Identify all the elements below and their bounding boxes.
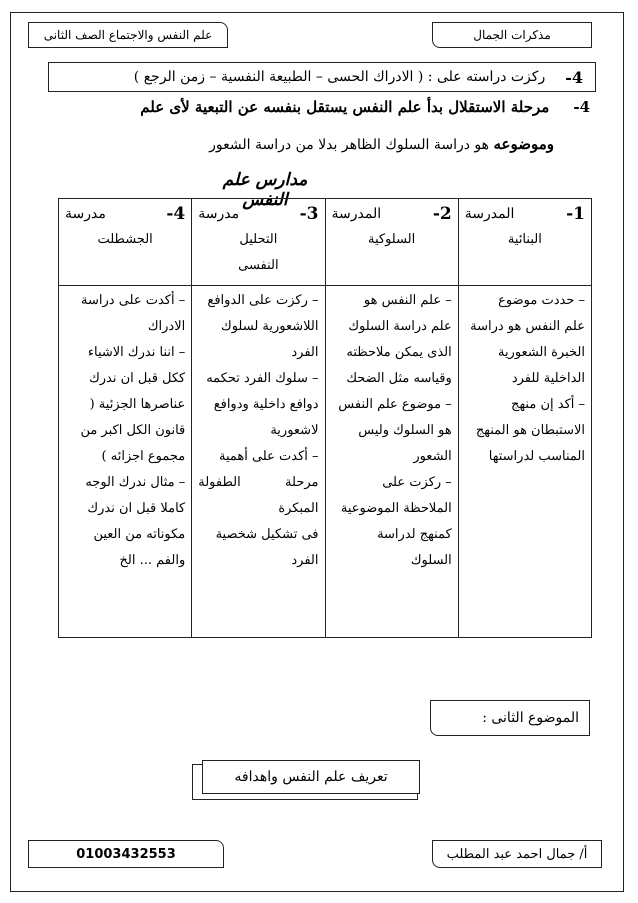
point-4-focus-box bbox=[48, 62, 596, 92]
school-name-line2: السلوكية bbox=[367, 232, 416, 247]
school-body-behavioral: – علم النفس هو علم دراسة السلوك الذى يمكن ملاحظته وقياسه مثل الضحك – موضوع علم النفس هو السلوك وليس الشعور – ركزت على الملاحظة الموضوعية كمنهج لدراسة السلوك bbox=[325, 286, 458, 638]
point-4-number: 4- bbox=[565, 67, 583, 87]
school-body-structural: – حددت موضوع علم النفس هو دراسة الخبرة الشعورية الداخلية للفرد – أكد إن منهج الاستبطان هو المنهج المناسب لدراستها bbox=[458, 286, 591, 638]
school-head-behavioral bbox=[325, 199, 458, 286]
school-number: 1- bbox=[566, 204, 585, 224]
independence-stage-line bbox=[60, 98, 590, 116]
header-subject-title: علم النفس والاجتماع الصف الثانى bbox=[28, 22, 228, 48]
school-body-psychoanalysis: – ركزت على الدوافع اللاشعورية لسلوك الفرد – سلوك الفرد تحكمه دوافع داخلية ودوافع لاشعورية – أكدت على أهمية مرحلة الطفولة المبكرة فى تشكيل شخصية الفرد bbox=[192, 286, 325, 638]
school-name-line1: مدرسة bbox=[65, 206, 106, 222]
schools-header-row bbox=[59, 199, 592, 286]
footer-author: أ/ جمال احمد عبد المطلب bbox=[432, 840, 602, 868]
school-name-line2: الجشطلت bbox=[97, 232, 153, 247]
school-head-psychoanalysis bbox=[192, 199, 325, 286]
school-name-line1: المدرسة bbox=[464, 206, 515, 222]
school-name-line2: البنائية bbox=[507, 232, 542, 247]
independence-text: مرحلة الاستقلال بدأ علم النفس يستقل بنفسه عن التبعية لأى علم bbox=[140, 98, 550, 116]
schools-body-row bbox=[59, 286, 592, 638]
subject-line bbox=[60, 135, 554, 153]
independence-number: 4- bbox=[573, 98, 590, 116]
header-series-title: مذكرات الجمال bbox=[432, 22, 592, 48]
school-name-line1: المدرسة bbox=[331, 206, 382, 222]
point-4-text: ركزت دراسته على : ( الادراك الحسى – الطبيعة النفسية – زمن الرجع ) bbox=[133, 69, 546, 85]
scroll-title: تعريف علم النفس واهدافه bbox=[202, 760, 420, 794]
section-title: مدارس علم النفس bbox=[222, 170, 308, 210]
school-name-line2: التحليل النفسى bbox=[238, 232, 279, 273]
school-head-structural bbox=[458, 199, 591, 286]
second-topic-label: الموضوع الثانى : bbox=[430, 700, 590, 736]
school-body-gestalt: – أكدت على دراسة الادراك – اننا ندرك الاشياء ككل قبل ان ندرك عناصرها الجزئية ( قانون الكل اكبر من مجموع اجزائه ) – مثال ندرك الوجه كاملا قبل ان ندرك مكوناته من العين والفم ... الخ bbox=[59, 286, 192, 638]
schools-table bbox=[58, 198, 592, 638]
school-name-line1: مدرسة bbox=[198, 206, 240, 222]
school-number: 3- bbox=[299, 204, 319, 224]
subject-lead: وموضوعه bbox=[493, 135, 554, 153]
school-number: 4- bbox=[166, 204, 186, 224]
school-number: 2- bbox=[432, 204, 452, 224]
subject-text: هو دراسة السلوك الظاهر بدلا من دراسة الشعور bbox=[209, 137, 494, 153]
topic-scroll-banner bbox=[192, 760, 422, 800]
footer-phone: 01003432553 bbox=[28, 840, 224, 868]
school-head-gestalt bbox=[59, 199, 192, 286]
